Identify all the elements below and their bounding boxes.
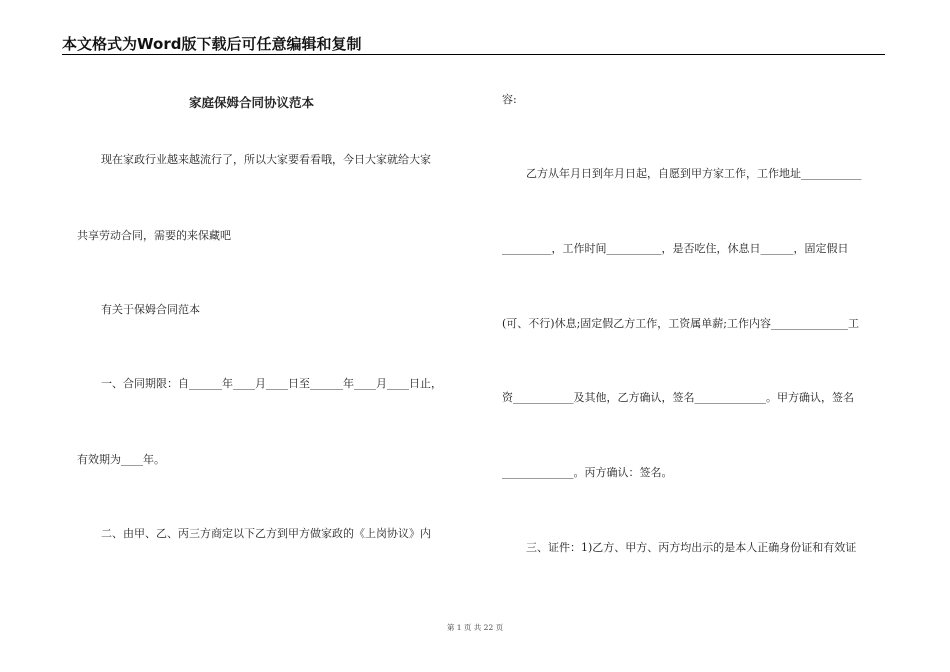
left-line-1: 现在家政行业越来越流行了，所以大家要看看哦，今日大家就给大家 — [101, 153, 431, 166]
right-line-1: 容: — [502, 93, 517, 106]
left-line-3: 有关于保姆合同范本 — [101, 303, 200, 316]
right-line-5: 资___________及其他，乙方确认，签名_____________。甲方确认，签名 — [502, 391, 854, 404]
right-line-4: (可、不行)休息;固定假乙方工作，工资属单薪;工作内容______________工 — [502, 317, 859, 330]
page-header: 本文格式为Word版下载后可任意编辑和复制 — [62, 35, 362, 53]
right-line-2: 乙方从年月日到年月日起，自愿到甲方家工作，工作地址___________ — [526, 167, 862, 180]
right-line-3: _________，工作时间__________，是否吃住，休息日______，固定假日 — [502, 242, 849, 255]
left-line-5: 有效期为____年。 — [77, 453, 165, 466]
document-title: 家庭保姆合同协议范本 — [189, 95, 315, 110]
left-line-4: 一、合同期限：自______年____月____日至______年____月____日止， — [101, 377, 442, 390]
right-line-6: _____________。丙方确认：签名。 — [502, 466, 673, 479]
right-line-7: 三、证件：1)乙方、甲方、丙方均出示的是本人正确身份证和有效证 — [526, 541, 857, 554]
header-divider — [62, 54, 885, 55]
left-line-2: 共享劳动合同，需要的来保藏吧 — [77, 229, 231, 242]
page-footer: 第 1 页 共 22 页 — [446, 623, 504, 632]
left-line-6: 二、由甲、乙、丙三方商定以下乙方到甲方做家政的《上岗协议》内 — [101, 527, 431, 540]
